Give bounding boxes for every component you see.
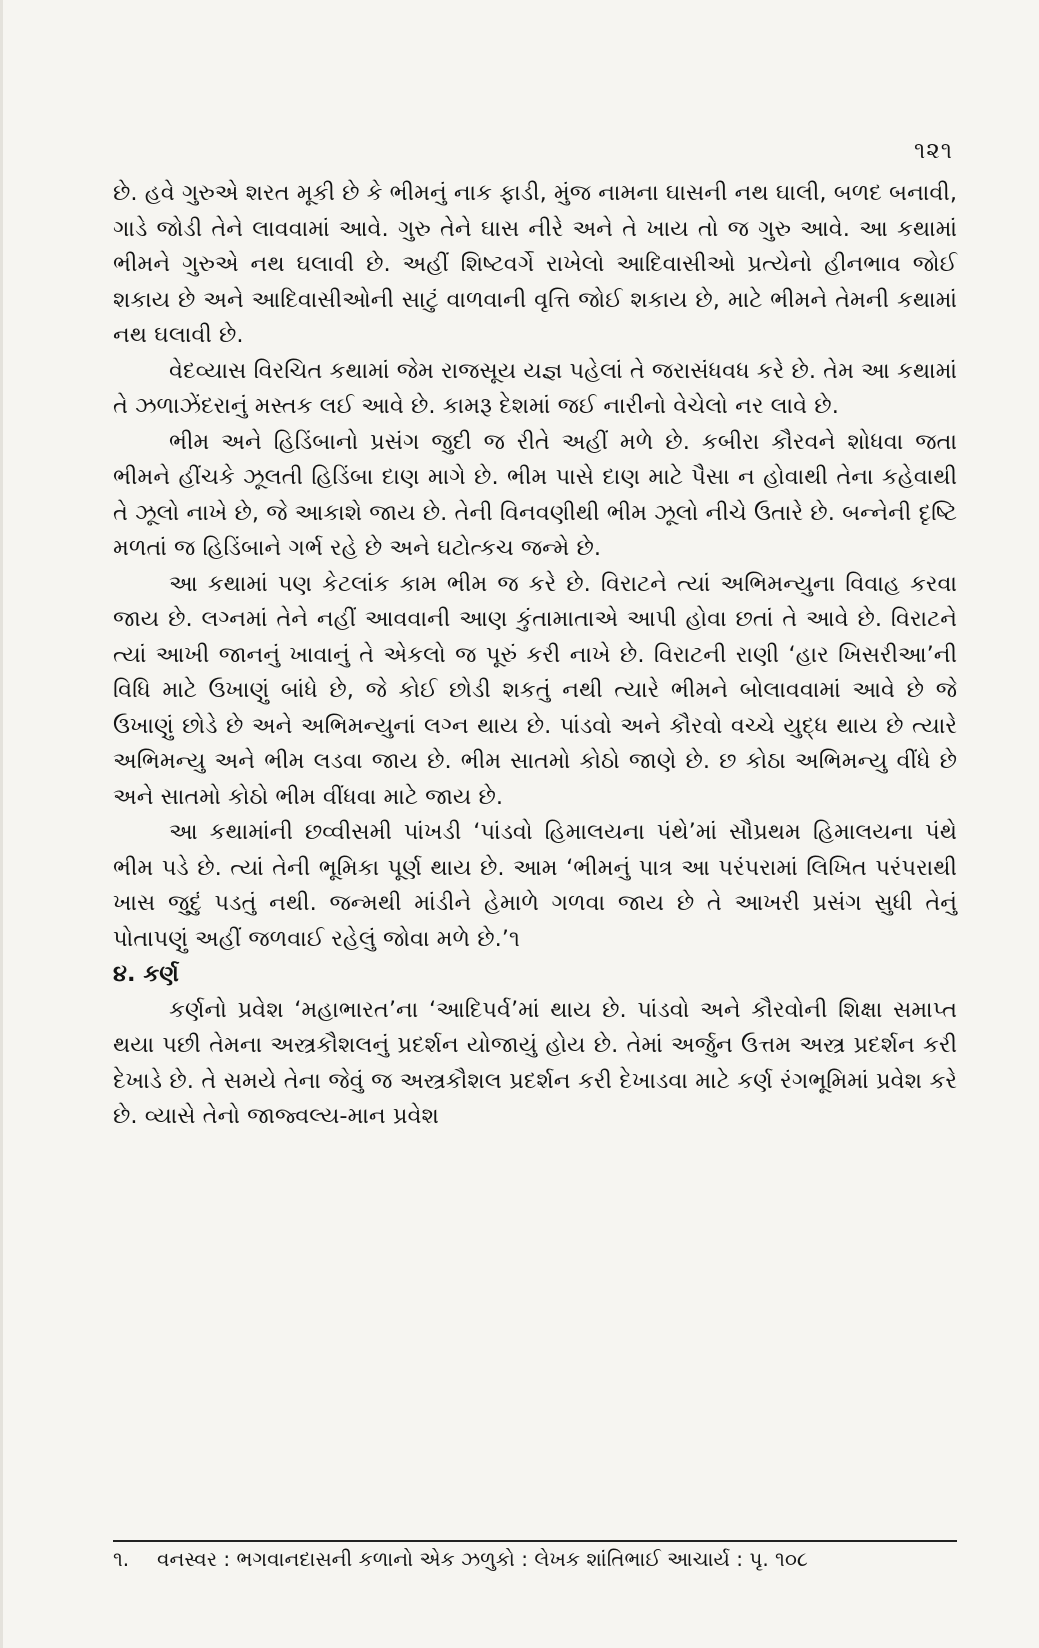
- footnote-divider: [113, 1540, 957, 1542]
- section-paragraph: કર્ણનો પ્રવેશ ‘મહાભારત’ના ‘આદિપર્વ’માં થાય છે. પાંડવો અને કૌરવોની શિક્ષા સમાપ્ત થયા પછી તેમના અસ્ત્રકૌશલનું પ્રદર્શન યોજાયું હોય છે. તેમાં અર્જુન ઉત્તમ અસ્ત્ર પ્રદર્શન કરી દેખાડે છે. તે સમયે તેના જેવું જ અસ્ત્રકૌશલ પ્રદર્શન કરી દેખાડવા માટે કર્ણ રંગભૂમિમાં પ્રવેશ કરે છે. વ્યાસે તેનો જાજ્વલ્ય-માન પ્રવેશ: [113, 996, 957, 1129]
- footnote-number: ૧.: [113, 1547, 130, 1571]
- footnote-text: વનસ્વર : ભગવાનદાસની કળાનો એક ઝળુકો : લેખક શાંતિભાઈ આચાર્ય : પૃ. ૧૦૮: [157, 1547, 808, 1571]
- paragraph-3: ભીમ અને હિડિંબાનો પ્રસંગ જુદી જ રીતે અહીં મળે છે. કબીરા કૌરવને શોધવા જતા ભીમને હીંચકે ઝૂલતી હિડિંબા દાણ માગે છે. ભીમ પાસે દાણ માટે પૈસા ન હોવાથી તેના કહેવાથી તે ઝૂલો નાખે છે, જે આકાશે જાય છે. તેની વિનવણીથી ભીમ ઝૂલો નીચે ઉતારે છે. બન્નેની દૃષ્ટિ મળતાં જ હિડિંબાને ગર્ભ રહે છે અને ઘટોત્કચ જન્મે છે.: [113, 428, 957, 561]
- section-heading: ૪. કર્ણ: [113, 961, 179, 987]
- paragraph-1: છે. હવે ગુરુએ શરત મૂકી છે કે ભીમનું નાક ફાડી, મુંજ નામના ઘાસની નથ ઘાલી, બળદ બનાવી, ગાડે જોડી તેને લાવવામાં આવે. ગુરુ તેને ઘાસ નીરે અને તે ખાય તો જ ગુરુ આવે. આ કથામાં ભીમને ગુરુએ નથ ઘલાવી છે. અહીં શિષ્ટવર્ગે રાખેલો આદિવાસીઓ પ્રત્યેનો હીનભાવ જોઈ શકાય છે અને આદિવાસીઓની સાટું વાળવાની વૃત્તિ જોઈ શકાય છે, માટે ભીમને તેમની કથામાં નથ ઘલાવી છે.: [113, 180, 957, 348]
- paragraph-4: આ કથામાં પણ કેટલાંક કામ ભીમ જ કરે છે. વિરાટને ત્યાં અભિમન્યુના વિવાહ કરવા જાય છે. લગ્નમાં તેને નહીં આવવાની આણ કુંતામાતાએ આપી હોવા છતાં તે આવે છે. વિરાટને ત્યાં આખી જાનનું ખાવાનું તે એકલો જ પૂરું કરી નાખે છે. વિરાટની રાણી ‘હાર ખિસરીઆ’ની વિધિ માટે ઉખાણું બાંધે છે, જે કોઈ છોડી શકતું નથી ત્યારે ભીમને બોલાવવામાં આવે છે જે ઉખાણું છોડે છે અને અભિમન્યુનાં લગ્ન થાય છે. પાંડવો અને કૌરવો વચ્ચે યુદ્ધ થાય છે ત્યારે અભિમન્યુ અને ભીમ લડવા જાય છે. ભીમ સાતમો કોઠો જાણે છે. છ કોઠા અભિમન્યુ વીંધે છે અને સાતમો કોઠો ભીમ વીંધવા માટે જાય છે.: [113, 570, 957, 810]
- paragraph-2: વેદવ્યાસ વિરચિત કથામાં જેમ રાજસૂય યજ્ઞ પહેલાં તે જરાસંધવધ કરે છે. તેમ આ કથામાં તે ઝળાઝેંદરાનું મસ્તક લઈ આવે છે. કામરૂ દેશમાં જઈ નારીનો વેચેલો નર લાવે છે.: [113, 357, 957, 419]
- footnote: [113, 1544, 957, 1574]
- paragraph-5: આ કથામાંની છવ્વીસમી પાંખડી ‘પાંડવો હિમાલયના પંથે’માં સૌપ્રથમ હિમાલયના પંથે ભીમ પડે છે. ત્યાં તેની ભૂમિકા પૂર્ણ થાય છે. આમ ‘ભીમનું પાત્ર આ પરંપરામાં લિખિત પરંપરાથી ખાસ જુદું પડતું નથી. જન્મથી માંડીને હેમાળે ગળવા જાય છે તે આખરી પ્રસંગ સુધી તેનું પોતાપણું અહીં જળવાઈ રહેલું જોવા મળે છે.’૧: [113, 819, 957, 952]
- page-number: ૧૨૧: [913, 138, 953, 164]
- body-text: [113, 176, 957, 1135]
